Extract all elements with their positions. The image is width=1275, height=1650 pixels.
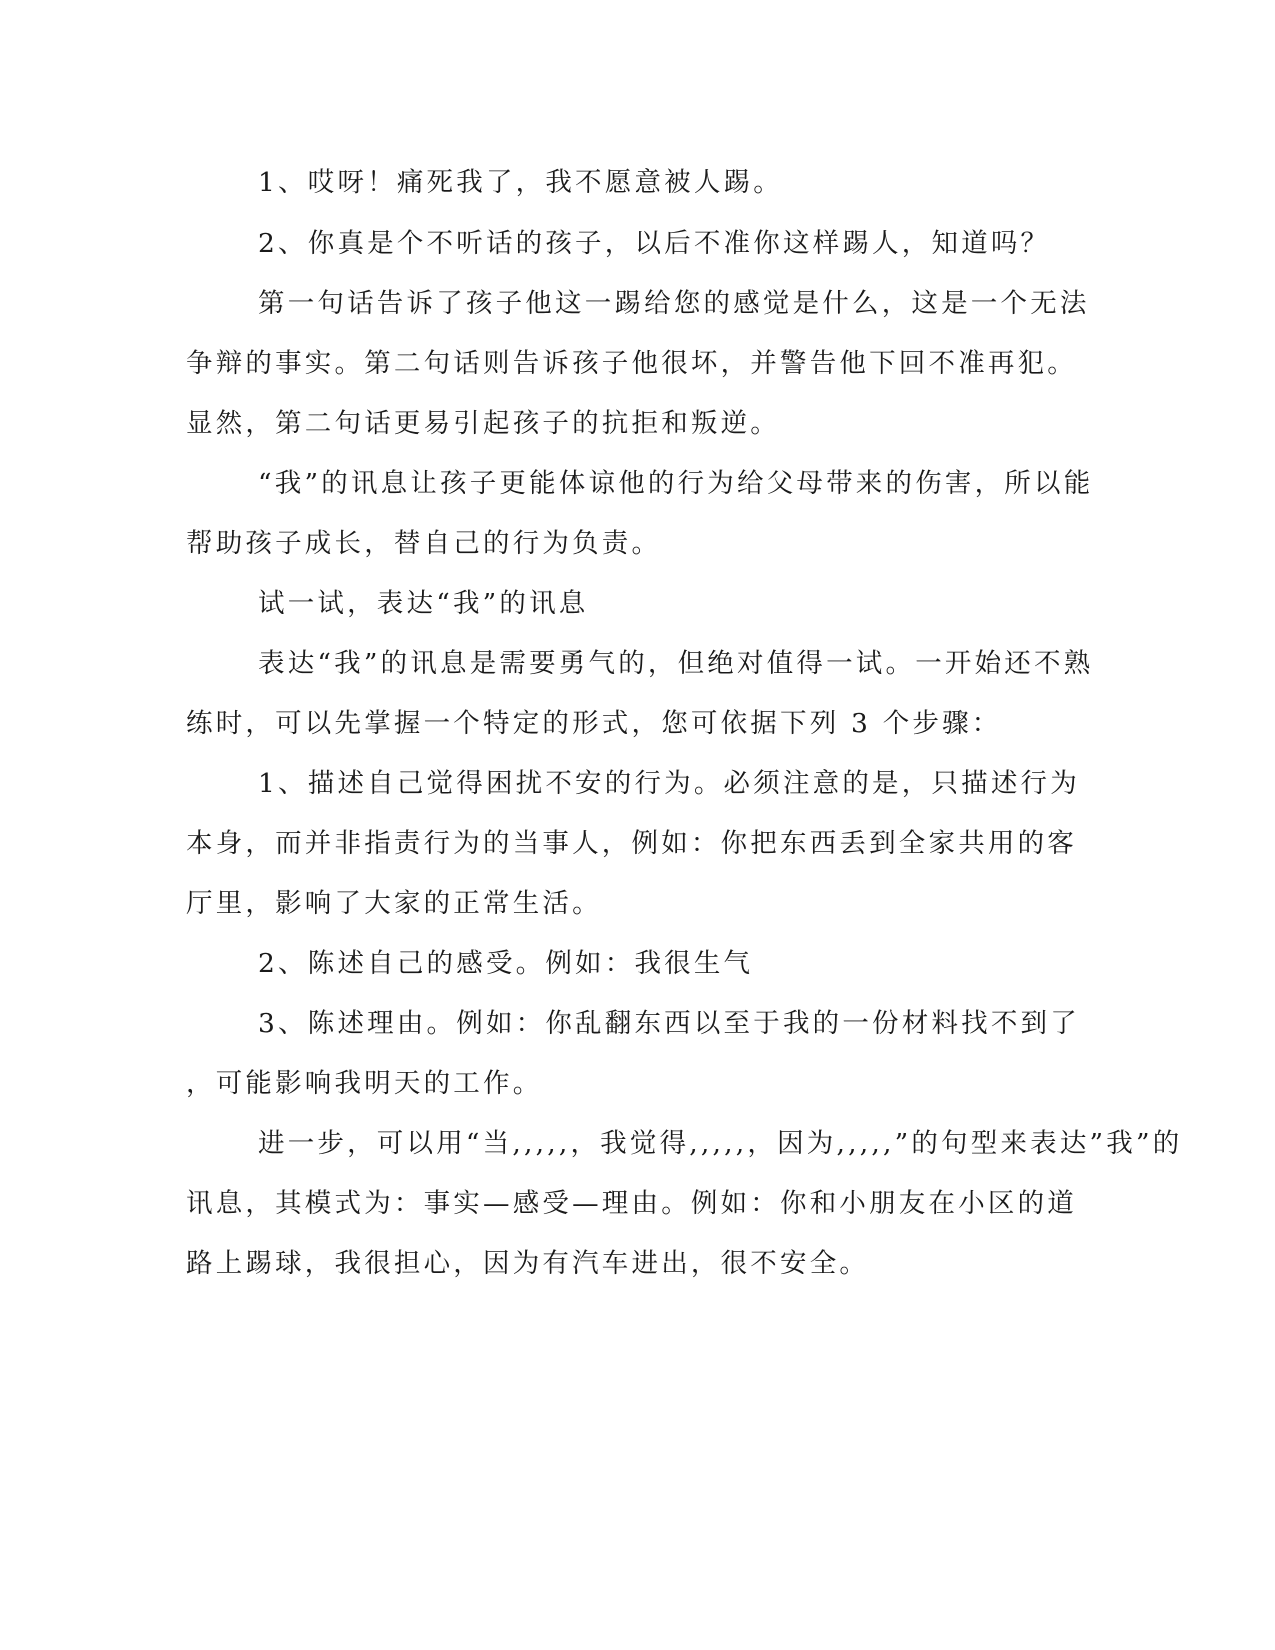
paragraph-line: 显然，第二句话更易引起孩子的抗拒和叛逆。 [186,408,780,439]
section-heading: 试一试，表达“我”的讯息 [258,588,589,619]
paragraph-line: ，可能影响我明天的工作。 [186,1068,543,1099]
paragraph-line: 厅里，影响了大家的正常生活。 [186,888,602,919]
paragraph-line: 表达“我”的讯息是需要勇气的，但绝对值得一试。一开始还不熟 [258,648,1094,679]
paragraph-line: 帮助孩子成长，替自己的行为负责。 [186,528,662,559]
paragraph-line: 2、陈述自己的感受。例如：我很生气 [258,948,754,979]
paragraph-line: 讯息，其模式为：事实—感受—理由。例如：你和小朋友在小区的道 [186,1188,1077,1219]
paragraph-line: 本身，而并非指责行为的当事人，例如：你把东西丢到全家共用的客 [186,828,1077,859]
paragraph-line: 争辩的事实。第二句话则告诉孩子他很坏，并警告他下回不准再犯。 [186,348,1077,379]
paragraph-line: 2、你真是个不听话的孩子，以后不准你这样踢人，知道吗？ [258,228,1051,259]
paragraph-line: 路上踢球，我很担心，因为有汽车进出，很不安全。 [186,1248,870,1279]
paragraph-line: “我”的讯息让孩子更能体谅他的行为给父母带来的伤害，所以能 [258,468,1094,499]
paragraph-line: 3、陈述理由。例如：你乱翻东西以至于我的一份材料找不到了 [258,1008,1080,1039]
paragraph-line: 进一步，可以用“当,,,,,，我觉得,,,,,，因为,,,,,”的句型来表达”我”的 [258,1128,1183,1159]
paragraph-line: 练时，可以先掌握一个特定的形式，您可依据下列 3 个步骤： [186,708,1002,739]
paragraph-line: 1、哎呀！痛死我了，我不愿意被人踢。 [258,167,783,198]
paragraph-line: 1、描述自己觉得困扰不安的行为。必须注意的是，只描述行为 [258,768,1080,799]
paragraph-line: 第一句话告诉了孩子他这一踢给您的感觉是什么，这是一个无法 [258,288,1090,319]
